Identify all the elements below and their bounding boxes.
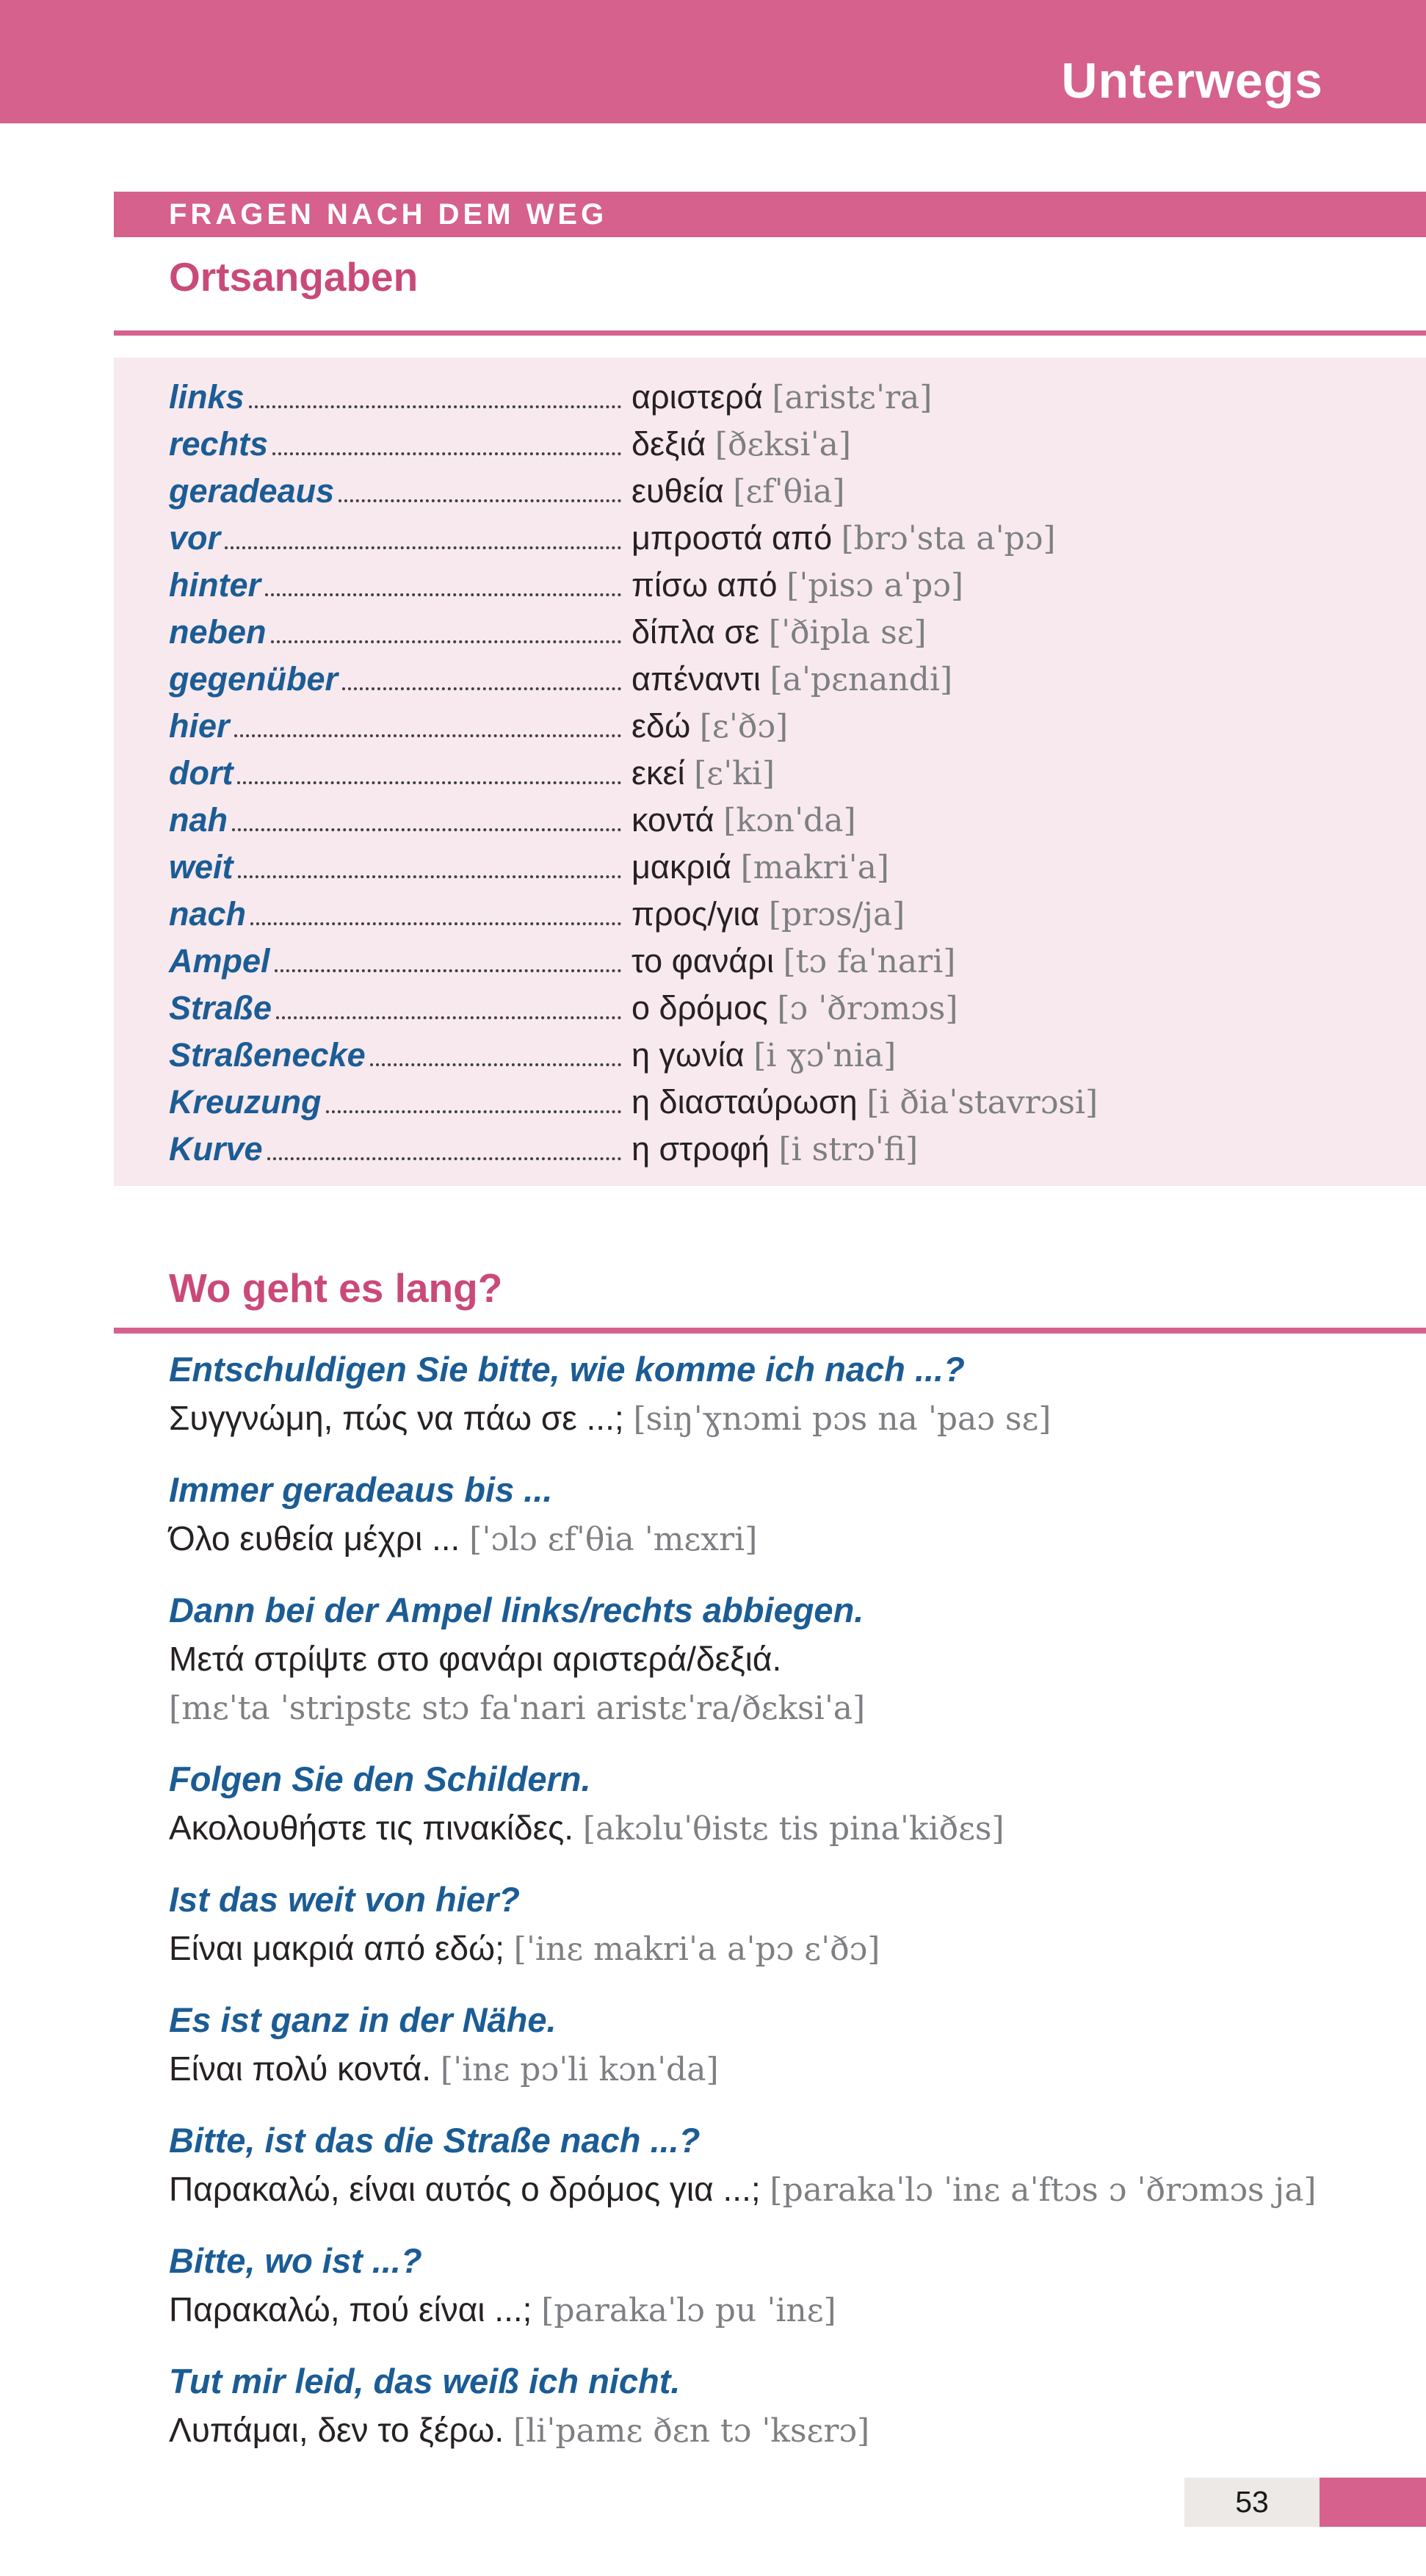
german-term: gegenüber xyxy=(169,660,339,698)
german-term: links xyxy=(169,378,245,416)
phrase-german: Entschuldigen Sie bitte, wie komme ich nach ...? xyxy=(169,1350,965,1389)
phrase-greek: Συγγνώμη, πώς να πάω σε ...; xyxy=(169,1399,624,1437)
phrase-phonetic: [siŋˈɣnɔmi pɔs na ˈpaɔ sɛ] xyxy=(633,1400,1052,1438)
phonetic: [ɔ ˈðrɔmɔs] xyxy=(777,990,958,1027)
page-number: 53 xyxy=(1184,2478,1320,2527)
phonetic: [aˈpɛnandi] xyxy=(770,661,953,698)
phonetic: [ˈpisɔ aˈpɔ] xyxy=(786,567,964,604)
greek-term: η γωνία xyxy=(631,1036,745,1074)
phrase-block xyxy=(169,1996,1411,2094)
dotted-leader xyxy=(249,405,621,408)
greek-term: ευθεία xyxy=(631,472,724,510)
chapter-header-band xyxy=(0,0,1426,123)
heading-rule xyxy=(114,1328,1426,1334)
phrase-phonetic: [parakaˈlɔ pu ˈinɛ] xyxy=(541,2292,836,2329)
phonetic: [ɛˈki] xyxy=(694,755,775,792)
phonetic: [ɛfˈθia] xyxy=(733,473,845,510)
phrase-phonetic: [parakaˈlɔ ˈinɛ aˈftɔs ɔ ˈðrɔmɔs ja] xyxy=(770,2171,1317,2209)
phonetic: [brɔˈsta aˈpɔ] xyxy=(841,520,1056,557)
phrase-phonetic: [akɔluˈθistɛ tis pinaˈkiðɛs] xyxy=(582,1810,1005,1848)
greek-term: το φανάρι xyxy=(631,942,774,980)
phonetic: [ˈðipla sɛ] xyxy=(768,614,927,651)
phrase-german: Bitte, ist das die Straße nach ...? xyxy=(169,2121,701,2160)
phrase-greek: Μετά στρίψτε στο φανάρι αριστερά/δεξιά. xyxy=(169,1640,782,1678)
phonetic: [tɔ faˈnari] xyxy=(783,943,956,980)
phonetic: [i ɣɔˈnia] xyxy=(753,1037,897,1074)
phrase-block xyxy=(169,1875,1411,1974)
phrases-section xyxy=(169,1345,1411,2456)
vocab-row xyxy=(169,750,1411,797)
phrase-german: Dann bei der Ampel links/rechts abbiegen. xyxy=(169,1591,864,1629)
phrase-greek: Είναι πολύ κοντά. xyxy=(169,2049,432,2088)
german-term: geradeaus xyxy=(169,472,335,510)
phrase-phonetic: [ˈɔlɔ ɛfˈθia ˈmɛxri] xyxy=(469,1521,758,1558)
vocab-row xyxy=(169,515,1411,562)
phrase-german: Immer geradeaus bis ... xyxy=(169,1470,553,1509)
phrase-german: Es ist ganz in der Nähe. xyxy=(169,2000,557,2039)
phrase-german: Folgen Sie den Schildern. xyxy=(169,1759,591,1798)
phrase-phonetic: [liˈpamɛ ðɛn tɔ ˈksɛrɔ] xyxy=(513,2412,870,2450)
vocab-row xyxy=(169,656,1411,703)
phrase-block xyxy=(169,1586,1411,1733)
dotted-leader xyxy=(276,1016,621,1019)
phonetic: [prɔs/ja] xyxy=(768,896,905,933)
german-term: Kurve xyxy=(169,1130,263,1168)
german-term: Straßenecke xyxy=(169,1036,366,1074)
vocab-row xyxy=(169,844,1411,891)
greek-term: δίπλα σε xyxy=(631,613,760,651)
dotted-leader xyxy=(237,781,621,784)
phrase-phonetic: [ˈinɛ pɔˈli kɔnˈda] xyxy=(440,2051,719,2088)
vocab-row xyxy=(169,421,1411,468)
phrase-block xyxy=(169,2357,1411,2456)
vocab-heading: Ortsangaben xyxy=(169,254,419,300)
vocab-row xyxy=(169,609,1411,656)
greek-term: εδώ xyxy=(631,707,691,745)
phonetic: [i strɔˈfi] xyxy=(778,1131,919,1168)
german-term: rechts xyxy=(169,425,269,463)
greek-term: εκεί xyxy=(631,754,685,792)
phonetic: [kɔnˈda] xyxy=(723,802,856,839)
vocab-row xyxy=(169,468,1411,515)
phrase-block xyxy=(169,2116,1411,2215)
dotted-leader xyxy=(370,1063,621,1066)
phonetic: [makriˈa] xyxy=(740,849,889,886)
greek-term: κοντά xyxy=(631,801,714,839)
phrase-phonetic: [mɛˈta ˈstripstɛ stɔ faˈnari aristɛˈra/ðɛksiˈa] xyxy=(169,1690,866,1727)
vocab-row xyxy=(169,1126,1411,1173)
german-term: neben xyxy=(169,613,267,651)
german-term: hier xyxy=(169,707,230,745)
vocab-row xyxy=(169,985,1411,1032)
greek-term: προς/για xyxy=(631,895,760,933)
phrase-block xyxy=(169,1755,1411,1853)
german-term: Ampel xyxy=(169,942,270,980)
greek-term: μπροστά από xyxy=(631,519,833,557)
dotted-leader xyxy=(272,452,621,455)
phrase-block xyxy=(169,1345,1411,1444)
greek-term: ο δρόμος xyxy=(631,989,768,1027)
dotted-leader xyxy=(265,593,621,596)
dotted-leader xyxy=(339,499,621,502)
dotted-leader xyxy=(225,546,621,549)
vocab-row xyxy=(169,562,1411,609)
german-term: nah xyxy=(169,801,228,839)
phrase-block xyxy=(169,1466,1411,1564)
chapter-title: Unterwegs xyxy=(1061,53,1323,109)
dotted-leader xyxy=(238,875,621,878)
german-term: weit xyxy=(169,848,234,886)
greek-term: μακριά xyxy=(631,848,732,886)
greek-term: πίσω από xyxy=(631,566,778,604)
phonetic: [aristɛˈra] xyxy=(772,379,933,416)
phrases-heading: Wo geht es lang? xyxy=(169,1265,503,1311)
phrase-greek: Ακολουθήστε τις πινακίδες. xyxy=(169,1809,574,1847)
german-term: hinter xyxy=(169,566,261,604)
heading-rule xyxy=(114,330,1426,336)
greek-term: η διασταύρωση xyxy=(631,1083,858,1121)
phrase-greek: Όλο ευθεία μέχρι ... xyxy=(169,1519,460,1557)
german-term: Straße xyxy=(169,989,272,1027)
vocab-row xyxy=(169,938,1411,985)
dotted-leader xyxy=(342,687,621,690)
footer-pink-block xyxy=(1320,2478,1426,2527)
greek-term: απέναντι xyxy=(631,660,761,698)
phrase-greek: Λυπάμαι, δεν το ξέρω. xyxy=(169,2411,504,2449)
phonetic: [i ðiaˈstavrɔsi] xyxy=(866,1084,1099,1121)
page-footer xyxy=(1184,2478,1426,2527)
vocab-row xyxy=(169,891,1411,938)
german-term: dort xyxy=(169,754,234,792)
german-term: nach xyxy=(169,895,247,933)
vocab-box xyxy=(114,358,1426,1186)
german-term: Kreuzung xyxy=(169,1083,322,1121)
phrase-greek: Είναι μακριά από εδώ; xyxy=(169,1929,504,1967)
phonetic: [ðɛksiˈa] xyxy=(714,426,852,463)
greek-term: αριστερά xyxy=(631,378,763,416)
dotted-leader xyxy=(232,828,621,831)
phrase-phonetic: [ˈinɛ makriˈa aˈpɔ ɛˈðɔ] xyxy=(513,1931,880,1968)
vocab-row xyxy=(169,703,1411,750)
vocab-row xyxy=(169,374,1411,421)
dotted-leader xyxy=(271,640,621,643)
vocab-row xyxy=(169,797,1411,844)
phrase-german: Tut mir leid, das weiß ich nicht. xyxy=(169,2362,681,2400)
german-term: vor xyxy=(169,519,221,557)
dotted-leader xyxy=(267,1157,621,1160)
dotted-leader xyxy=(275,969,621,972)
phrase-greek: Παρακαλώ, πού είναι ...; xyxy=(169,2290,532,2329)
vocab-row xyxy=(169,1079,1411,1126)
vocab-row xyxy=(169,1032,1411,1079)
section-kicker-bar xyxy=(114,192,1426,237)
phonetic: [ɛˈðɔ] xyxy=(699,708,789,745)
greek-term: δεξιά xyxy=(631,425,706,463)
phrase-block xyxy=(169,2237,1411,2335)
dotted-leader xyxy=(250,922,621,925)
phrase-greek: Παρακαλώ, είναι αυτός ο δρόμος για ...; xyxy=(169,2170,761,2208)
greek-term: η στροφή xyxy=(631,1130,770,1168)
section-kicker-label: FRAGEN NACH DEM WEG xyxy=(169,198,608,231)
phrase-german: Bitte, wo ist ...? xyxy=(169,2241,422,2280)
dotted-leader xyxy=(326,1110,622,1113)
phrase-german: Ist das weit von hier? xyxy=(169,1880,520,1919)
dotted-leader xyxy=(234,734,621,737)
